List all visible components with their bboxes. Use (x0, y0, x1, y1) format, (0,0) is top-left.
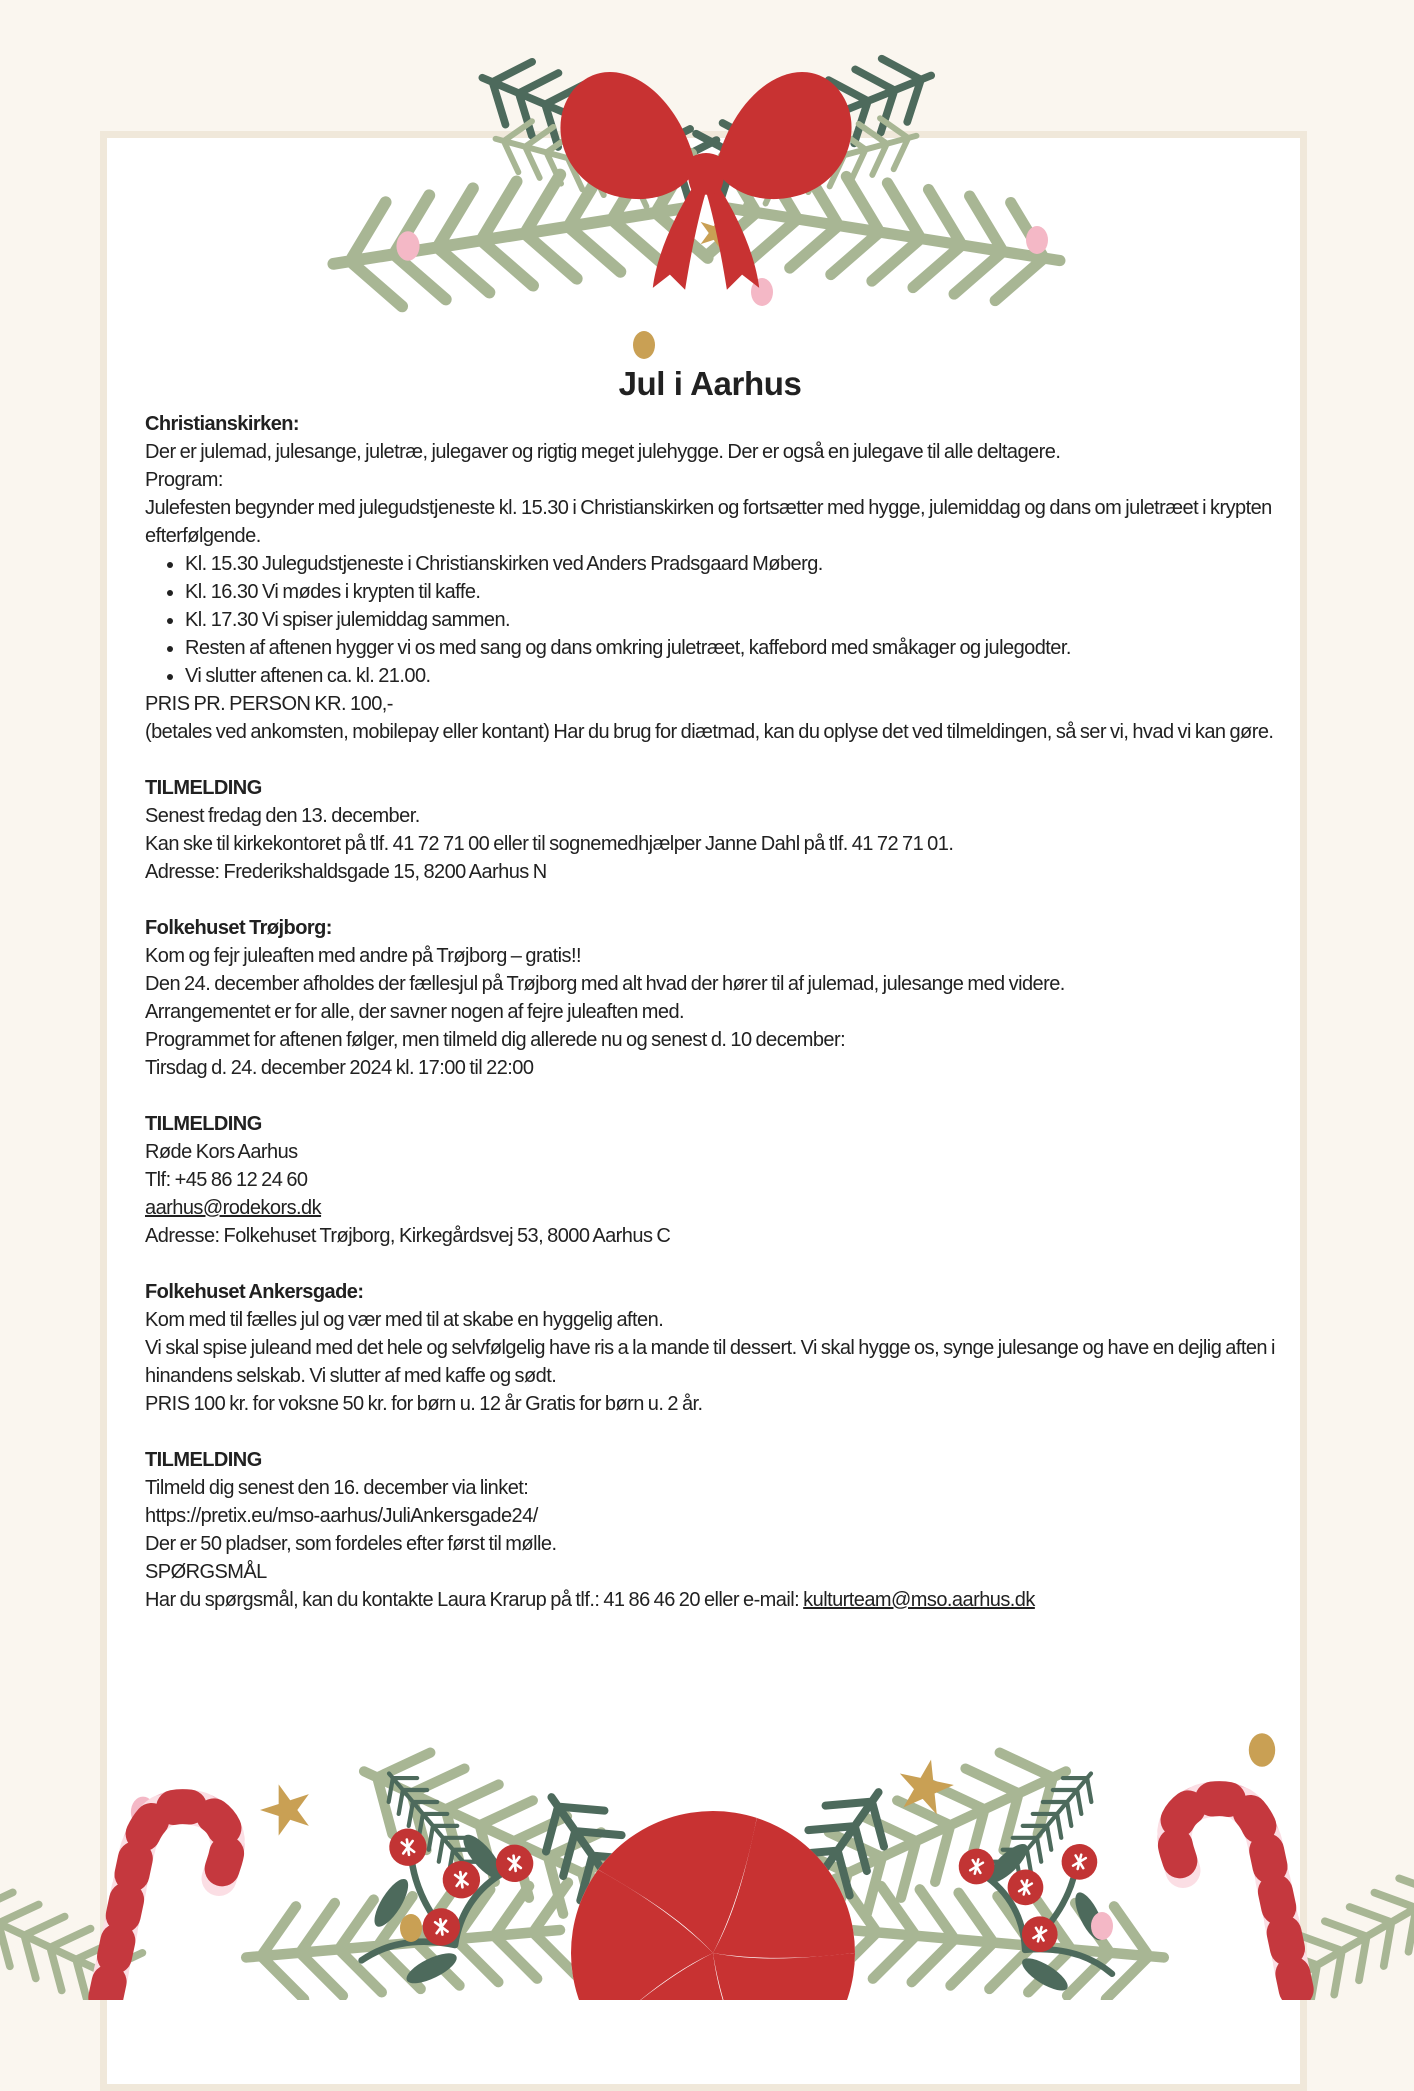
trojborg-line: Arrangementet er for alle, der savner nogen af fejre juleaften med. (145, 1001, 685, 1023)
program-list (145, 550, 1275, 690)
email-line (145, 1194, 1275, 1222)
address-line: Adresse: Folkehuset Trøjborg, Kirkegårdsvej 53, 8000 Aarhus C (145, 1225, 671, 1247)
pine-branch-icon (834, 1883, 1168, 2000)
section-trojborg (145, 914, 1275, 1082)
tilmelding-heading: TILMELDING (145, 1113, 262, 1135)
deadline-line: Senest fredag den 13. december. (145, 805, 420, 827)
dot (1026, 226, 1048, 254)
contact-prefix: Har du spørgsmål, kan du kontakte Laura Krarup på tlf.: 41 86 46 20 eller e-mail: (145, 1589, 804, 1611)
ankersgade-line: Vi skal spise juleand med det hele og selvfølgelig have ris a la mande til dessert. Vi skal hygge os, synge julesange og have en dejlig aften i hinandens selskab. Vi slutter af med kaffe og sødt. (145, 1337, 1275, 1387)
section-tilmelding-trojborg (145, 1110, 1275, 1250)
section-spacer (145, 886, 1275, 914)
christianskirken-heading: Christianskirken: (145, 413, 300, 435)
dot (1091, 1912, 1113, 1940)
christianskirken-intro: Der er julemad, julesange, juletræ, julegaver og rigtig meget julehygge. Der er også en julegave til alle deltagere. (145, 441, 1061, 463)
ankersgade-line: Kom med til fælles jul og vær med til at skabe en hyggelig aften. (145, 1309, 664, 1331)
questions-label: SPØRGSMÅL (145, 1561, 267, 1583)
flyer-content (145, 366, 1275, 1614)
ankersgade-line: PRIS 100 kr. for voksne 50 kr. for børn u. 12 år Gratis for børn u. 2 år. (145, 1393, 703, 1415)
ankersgade-heading: Folkehuset Ankersgade: (145, 1281, 364, 1303)
dot (633, 331, 655, 359)
price-note: (betales ved ankomsten, mobilepay eller kontant) Har du brug for diætmad, kan du oplyse det ved tilmeldingen, så ser vi, hvad vi kan gøre. (145, 721, 1274, 743)
price-line: PRIS PR. PERSON KR. 100,- (145, 693, 393, 715)
star-icon (254, 1776, 318, 1838)
kulturteam-email-link[interactable]: kulturteam@mso.aarhus.dk (803, 1589, 1035, 1611)
candy-cane-icon (106, 1798, 235, 2000)
page-title: Jul i Aarhus (618, 365, 802, 402)
program-label: Program: (145, 469, 223, 491)
tilmelding-heading: TILMELDING (145, 1449, 262, 1471)
contact-line: Kan ske til kirkekontoret på tlf. 41 72 71 00 eller til sognemedhjælper Janne Dahl på tlf. 41 72 71 01. (145, 833, 954, 855)
trojborg-line: Kom og fejr juleaften med andre på Trøjborg – gratis!! (145, 945, 581, 967)
address-line: Adresse: Frederikshaldsgade 15, 8200 Aarhus N (145, 861, 547, 883)
rodekors-email-link[interactable]: aarhus@rodekors.dk (145, 1197, 322, 1219)
dot (400, 1914, 422, 1942)
section-spacer (145, 1418, 1275, 1446)
trojborg-line: Den 24. december afholdes der fællesjul på Trøjborg med alt hvad der hører til af julemad, julesange med videre. (145, 973, 1065, 995)
trojborg-heading: Folkehuset Trøjborg: (145, 917, 332, 939)
section-tilmelding-ankersgade (145, 1446, 1275, 1614)
program-bullet: • Kl. 16.30 Vi mødes i krypten til kaffe. (185, 578, 1275, 606)
trojborg-line: Tirsdag d. 24. december 2024 kl. 17:00 til 22:00 (145, 1057, 534, 1079)
deadline-line: Tilmeld dig senest den 16. december via linket: (145, 1477, 529, 1499)
trojborg-line: Programmet for aftenen følger, men tilmeld dig allerede nu og senest d. 10 december: (145, 1029, 846, 1051)
program-intro: Julefesten begynder med julegudstjeneste kl. 15.30 i Christianskirken og fortsætter med hygge, julemiddag og dans om juletræet i krypten efterfølgende. (145, 497, 1272, 547)
signup-url: https://pretix.eu/mso-aarhus/JuliAnkersgade24/ (145, 1505, 538, 1527)
dot (1249, 1733, 1275, 1767)
section-spacer (145, 1082, 1275, 1110)
dot (396, 231, 419, 260)
candy-cane-icon (1168, 1790, 1297, 2000)
questions-contact-line (145, 1586, 1275, 1614)
section-spacer (145, 1250, 1275, 1278)
phone-line: Tlf: +45 86 12 24 60 (145, 1169, 308, 1191)
program-bullet: • Kl. 17.30 Vi spiser julemiddag sammen. (185, 606, 1275, 634)
capacity-line: Der er 50 pladser, som fordeles efter først til mølle. (145, 1533, 557, 1555)
top-christmas-decoration (0, 0, 1414, 380)
tilmelding-heading: TILMELDING (145, 777, 262, 799)
org-line: Røde Kors Aarhus (145, 1141, 298, 1163)
program-bullet: • Resten af aftenen hygger vi os med sang og dans omkring juletræet, kaffebord med småkager og julegodter. (185, 634, 1275, 662)
bottom-christmas-decoration (0, 1670, 1414, 2000)
section-spacer (145, 746, 1275, 774)
section-tilmelding-christianskirken (145, 774, 1275, 886)
program-bullet: • Vi slutter aftenen ca. kl. 21.00. (185, 662, 1275, 690)
section-ankersgade (145, 1278, 1275, 1418)
section-christianskirken (145, 410, 1275, 746)
program-bullet: • Kl. 15.30 Julegudstjeneste i Christianskirken ved Anders Pradsgaard Møberg. (185, 550, 1275, 578)
